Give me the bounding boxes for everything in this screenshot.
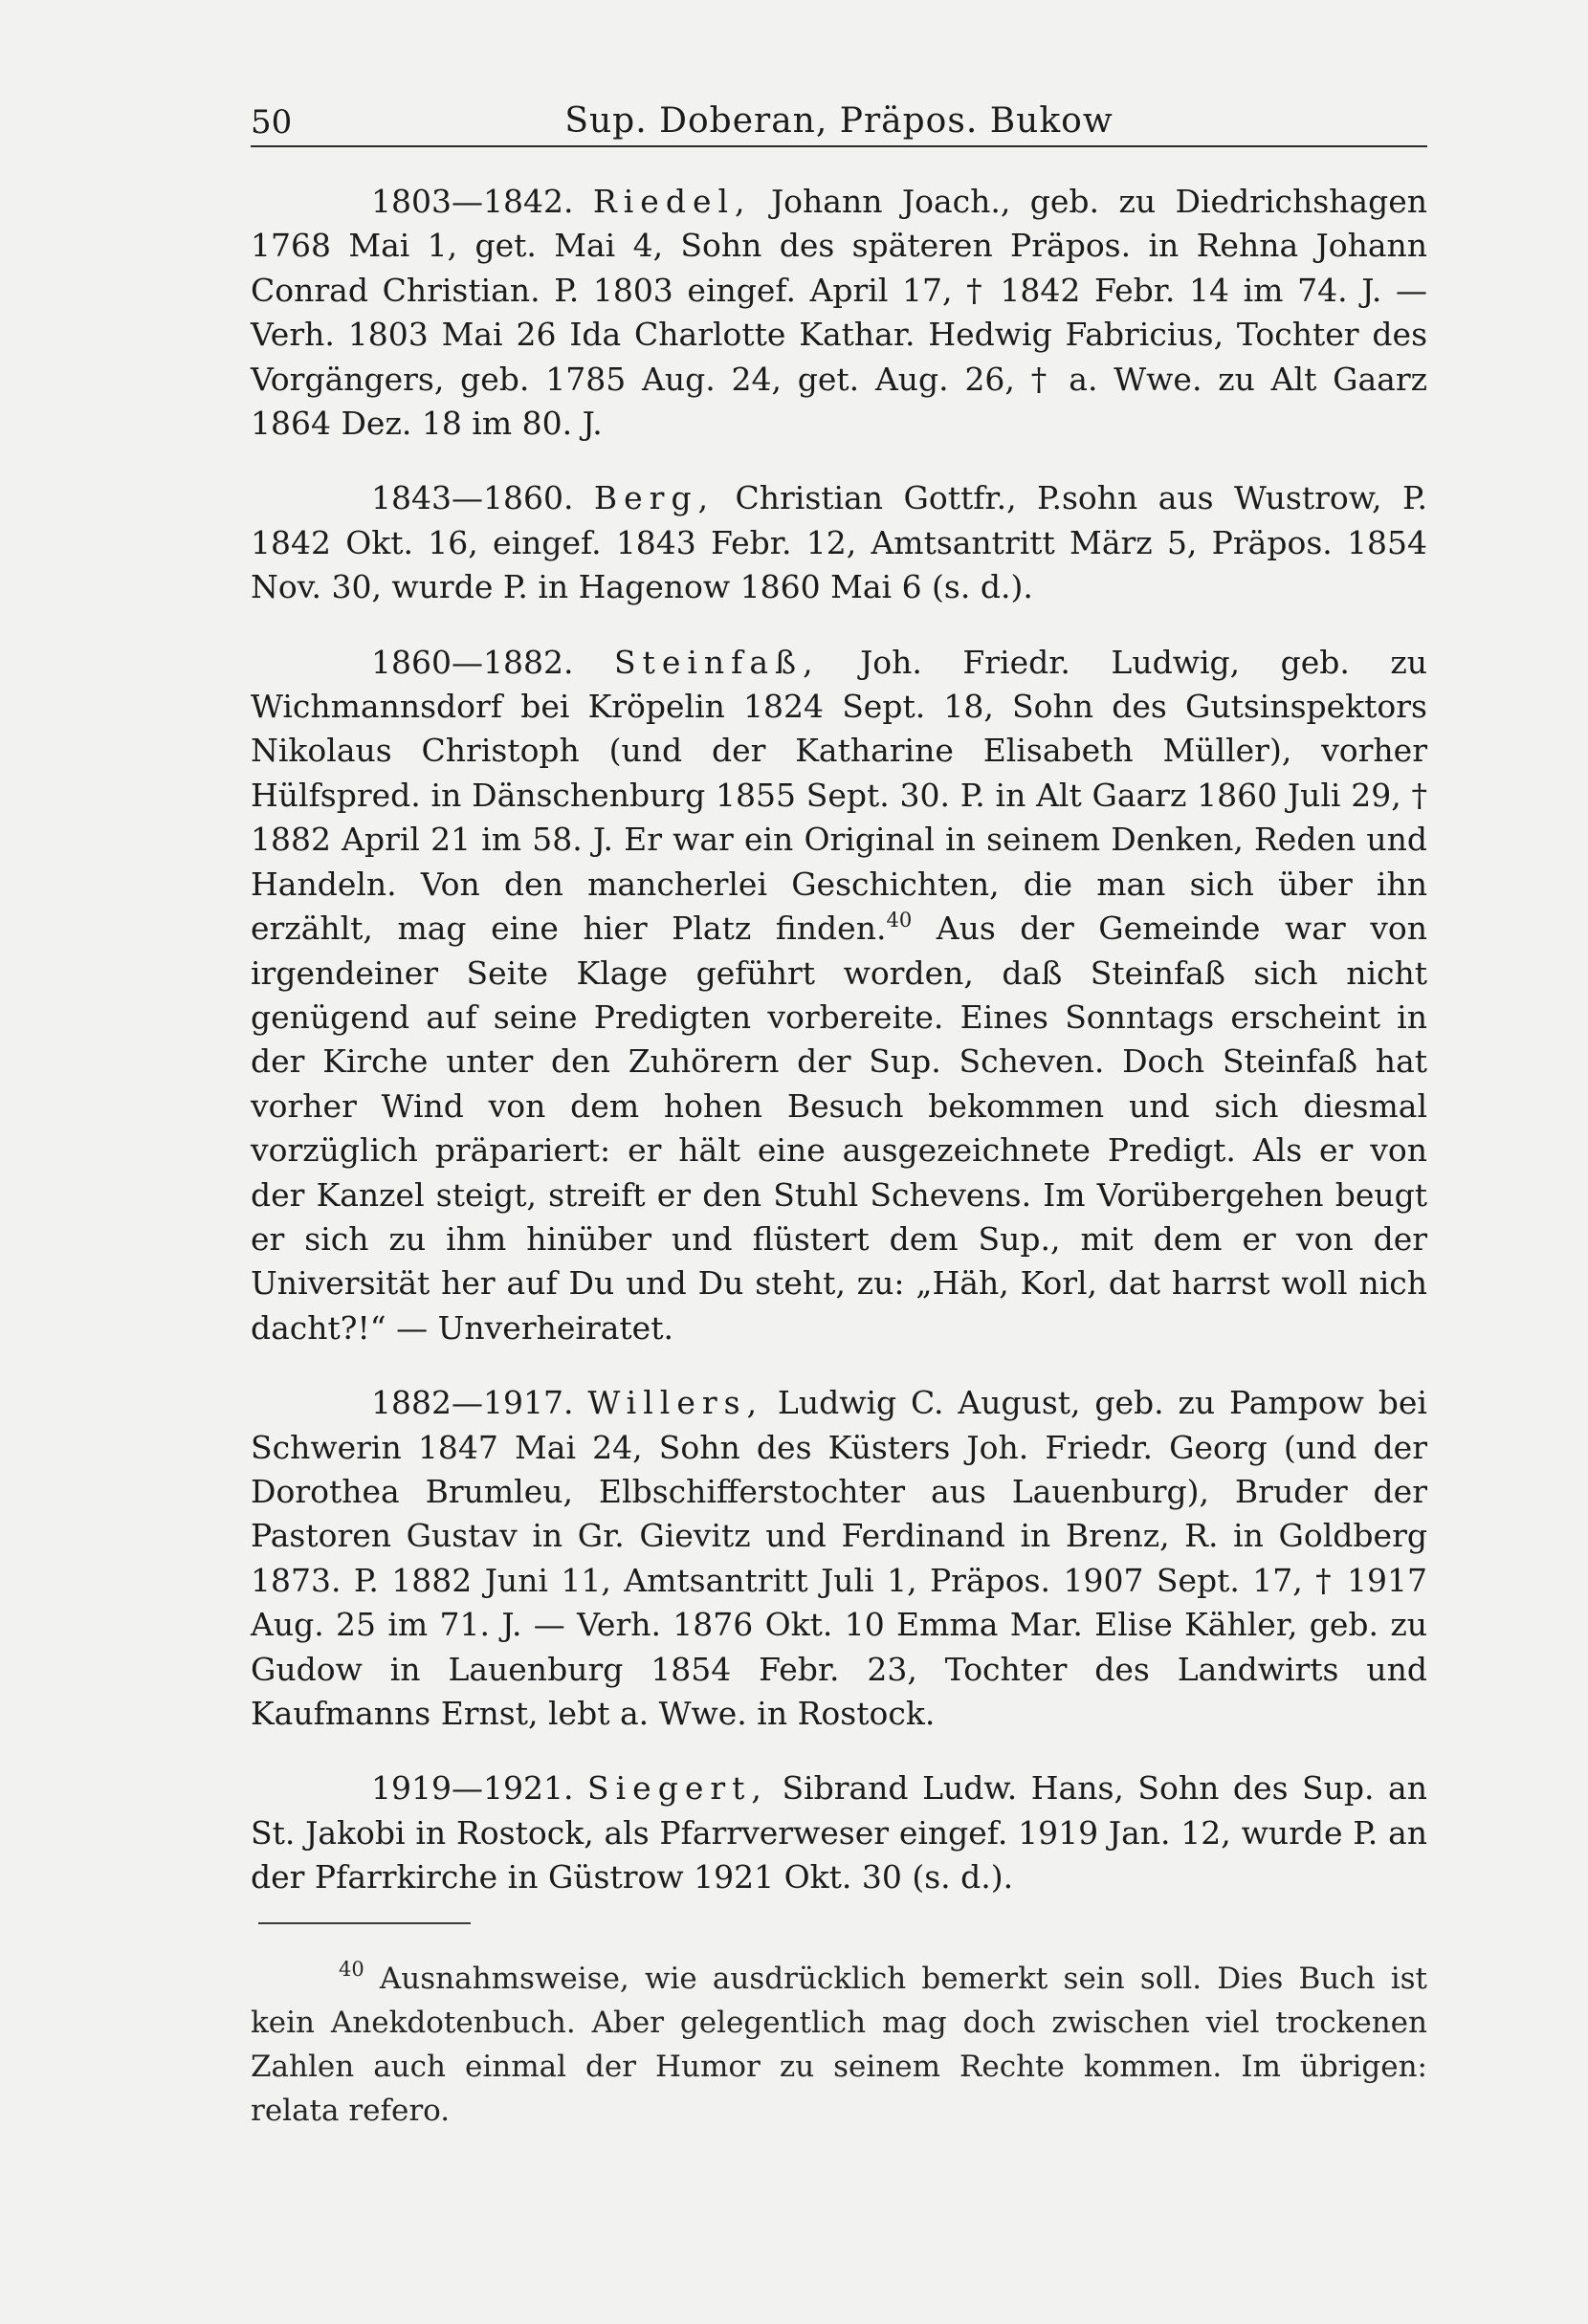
entry-name: Berg, bbox=[593, 479, 716, 517]
entry-years: 1860—1882. bbox=[371, 643, 574, 681]
entry-willers bbox=[251, 1381, 1427, 1736]
footnote bbox=[251, 1957, 1427, 2133]
page-number: 50 bbox=[251, 103, 293, 142]
footnote-divider bbox=[258, 1922, 471, 1924]
entry-text: Joh. Friedr. Ludwig, geb. zu Wichmannsdorf bei Kröpelin 1824 Sept. 18, Sohn des Gutsinspektors Nikolaus Christoph (und der Katharine Elisabeth Müller), vorher Hülfspred. in Dänschenburg 1855 Sept. 30. P. in Alt Gaarz 1860 Juli 29, † 1882 April 21 im 58. J. Er war ein Original in seinem Denken, Reden und Handeln. Von den mancherlei Geschichten, die man sich über ihn erzählt, mag eine hier Platz finden. bbox=[251, 643, 1427, 948]
entry-siegert bbox=[251, 1766, 1427, 1899]
entry-years: 1803—1842. bbox=[371, 183, 574, 220]
entry-text: Sibrand Ludw. Hans, Sohn des Sup. an St. Jakobi in Rostock, als Pfarrverweser eingef. 1919 Jan. 12, wurde P. an der Pfarrkirche in Güstrow 1921 Okt. 30 (s. d.). bbox=[251, 1769, 1427, 1896]
entry-years: 1919—1921. bbox=[371, 1769, 574, 1808]
footnote-text: Ausnahmsweise, wie ausdrücklich bemerkt sein soll. Dies Buch ist kein Anekdotenbuch. Aber gelegentlich mag doch zwischen viel trockenen Zahlen auch einmal der Humor zu seinem Rechte kommen. Im übrigen: relata refero. bbox=[251, 1962, 1427, 2128]
entry-name: Steinfaß, bbox=[613, 643, 820, 681]
main-text bbox=[251, 180, 1427, 1931]
entry-years: 1882—1917. bbox=[371, 1384, 574, 1422]
entry-riedel bbox=[251, 180, 1427, 446]
entry-years: 1843—1860. bbox=[371, 479, 574, 517]
entry-berg bbox=[251, 476, 1427, 609]
entry-text: Christian Gottfr., P.sohn aus Wustrow, P. 1842 Okt. 16, eingef. 1843 Febr. 12, Amtsantritt März 5, Präpos. 1854 Nov. 30, wurde P. in Hagenow 1860 Mai 6 (s. d.). bbox=[251, 479, 1427, 606]
entry-text: Ludwig C. August, geb. zu Pampow bei Schwerin 1847 Mai 24, Sohn des Küsters Joh. Friedr. Georg (und der Dorothea Brumleu, Elbschifferstochter aus Lauenburg), Bruder der Pastoren Gustav in Gr. Gievitz und Ferdinand in Brenz, R. in Goldberg 1873. P. 1882 Juni 11, Amtsantritt Juli 1, Präpos. 1907 Sept. 17, † 1917 Aug. 25 im 71. J. — Verh. 1876 Okt. 10 Emma Mar. Elise Kähler, geb. zu Gudow in Lauenburg 1854 Febr. 23, Tochter des Landwirts und Kaufmanns Ernst, lebt a. Wwe. in Rostock. bbox=[251, 1384, 1427, 1732]
entry-text-anecdote: Aus der Gemeinde war von irgendeiner Seite Klage geführt worden, daß Steinfaß sich nicht genügend auf seine Predigten vorbereite. Eines Sonntags erscheint in der Kirche unter den Zuhörern der Sup. Scheven. Doch Steinfaß hat vorher Wind von dem hohen Besuch bekommen und sich diesmal vorzüglich präpariert: er hält eine ausgezeichnete Predigt. Als er von der Kanzel steigt, streift er den Stuhl Schevens. Im Vorübergehen beugt er sich zu ihm hinüber und flüstert dem Sup., mit dem er von der Universität her auf Du und Du steht, zu: „Häh, Korl, dat harrst woll nich dacht?!“ — Unverheiratet. bbox=[251, 910, 1427, 1347]
footnote-number: 40 bbox=[339, 1958, 364, 1981]
entry-name: Riedel, bbox=[592, 183, 752, 220]
entry-name: Siegert, bbox=[587, 1769, 768, 1808]
entry-steinfass bbox=[251, 641, 1427, 1351]
entry-text: Johann Joach., geb. zu Diedrichshagen 1768 Mai 1, get. Mai 4, Sohn des späteren Präpos. in Rehna Johann Conrad Christian. P. 1803 eingef. April 17, † 1842 Febr. 14 im 74. J. — Verh. 1803 Mai 26 Ida Charlotte Kathar. Hedwig Fabricius, Tochter des Vorgängers, geb. 1785 Aug. 24, get. Aug. 26, † a. Wwe. zu Alt Gaarz 1864 Dez. 18 im 80. J. bbox=[251, 183, 1428, 443]
footnote-reference[interactable]: 40 bbox=[886, 909, 913, 932]
entry-name: Willers, bbox=[587, 1384, 764, 1422]
page-header bbox=[251, 98, 1427, 147]
running-head: Sup. Doberan, Präpos. Bukow bbox=[564, 101, 1114, 141]
